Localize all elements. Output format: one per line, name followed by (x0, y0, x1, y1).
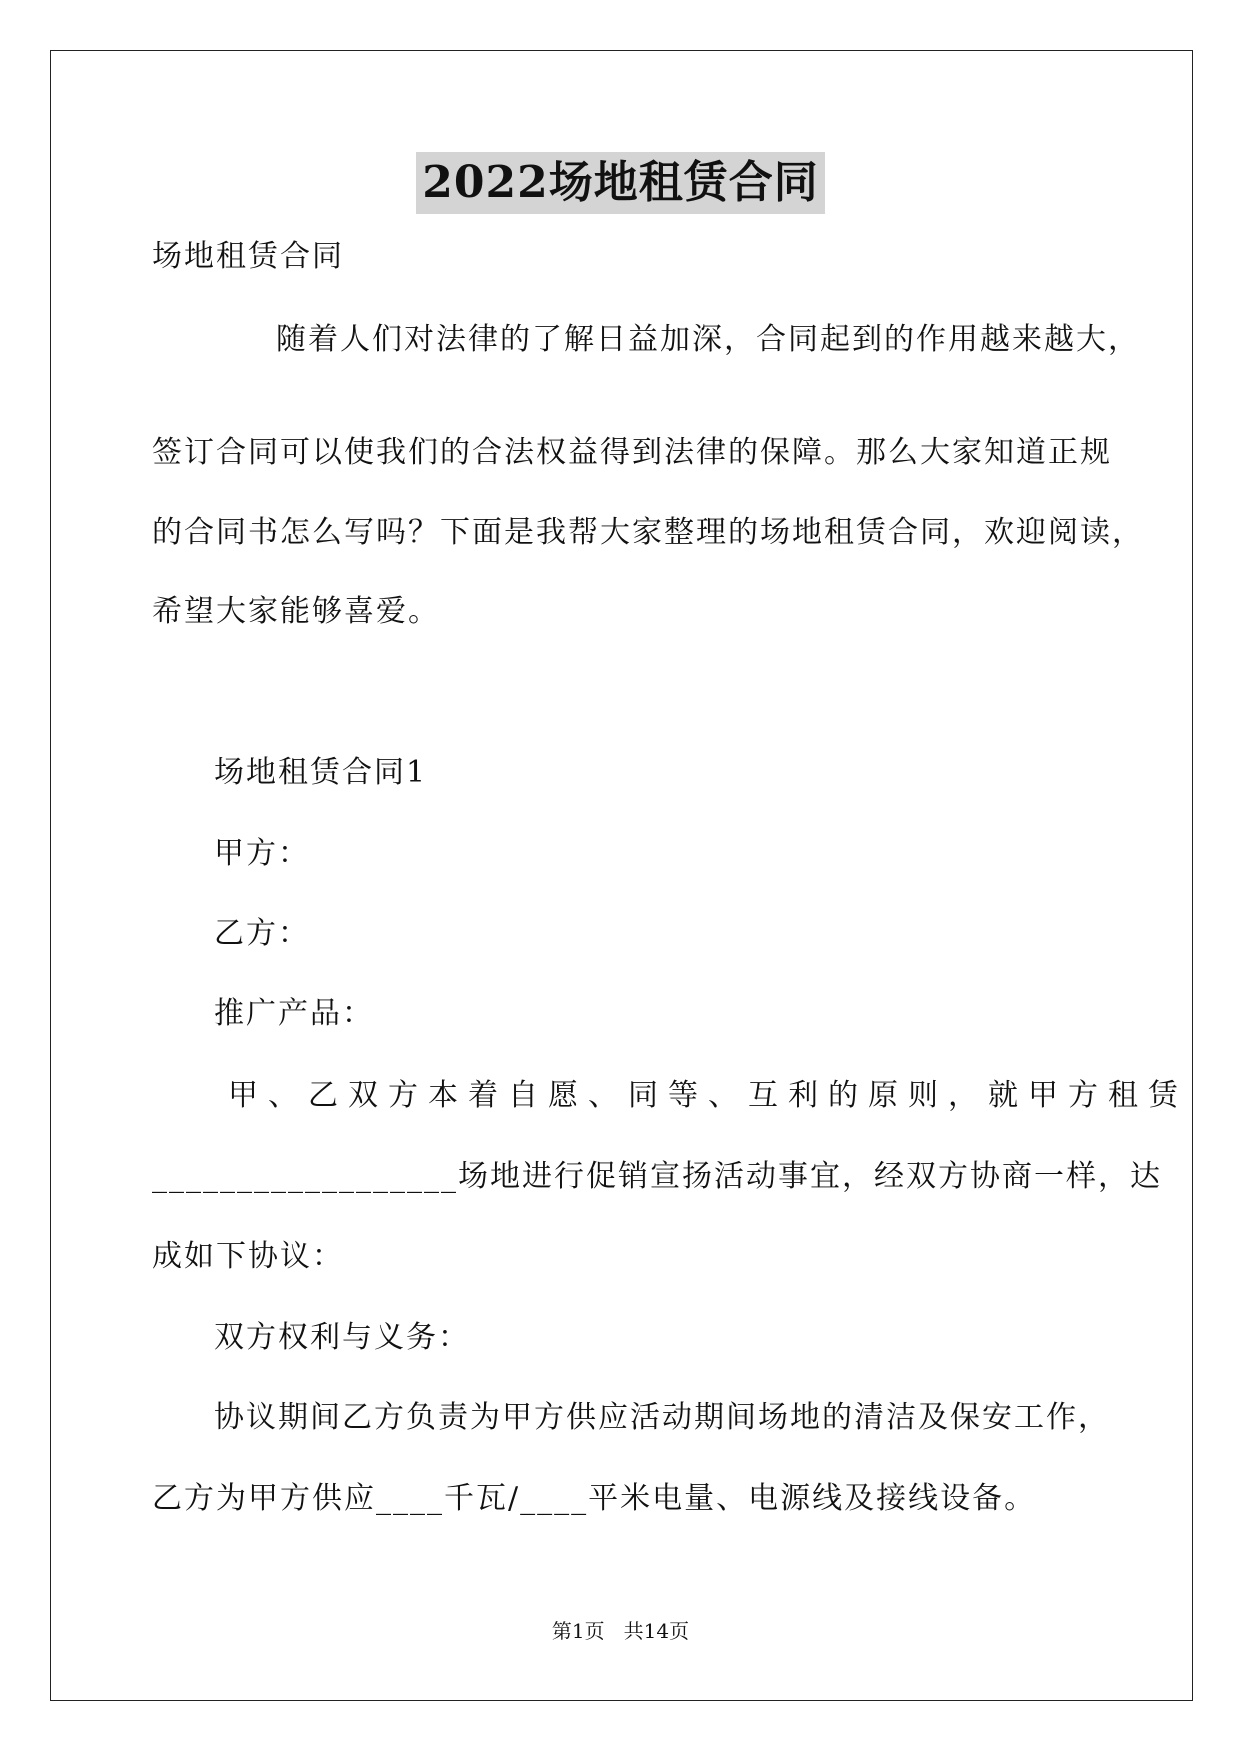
agreement-line-2: __________________场地进行促销宣扬活动事宜，经双方协商一样，达 (152, 1159, 1162, 1194)
duty-line-2: 乙方为甲方供应____千瓦/____平米电量、电源线及接线设备。 (152, 1481, 1037, 1516)
intro-line-2: 签订合同可以使我们的合法权益得到法律的保障。那么大家知道正规 (152, 435, 1112, 470)
rights-heading: 双方权利与义务： (214, 1320, 470, 1355)
intro-line-3: 的合同书怎么写吗？下面是我帮大家整理的场地租赁合同，欢迎阅读， (152, 515, 1144, 550)
page-border (50, 50, 1193, 1701)
duty-line-1: 协议期间乙方负责为甲方供应活动期间场地的清洁及保安工作， (214, 1400, 1110, 1435)
product-label: 推广产品： (214, 996, 374, 1031)
party-b-label: 乙方： (214, 916, 310, 951)
document-subtitle: 场地租赁合同 (152, 239, 344, 274)
title-container (0, 152, 1241, 214)
page-indicator: 第1页 共14页 (551, 1619, 690, 1643)
agreement-line-3: 成如下协议： (152, 1239, 344, 1274)
document-title: 2022场地租赁合同 (416, 152, 824, 214)
intro-line-4: 希望大家能够喜爱。 (152, 594, 440, 629)
section-title: 场地租赁合同1 (214, 755, 428, 790)
intro-line-1: 随着人们对法律的了解日益加深，合同起到的作用越来越大， (276, 322, 1140, 357)
agreement-line-1: 甲、乙双方本着自愿、同等、互利的原则，就甲方租赁 (228, 1078, 1188, 1113)
party-a-label: 甲方： (214, 836, 310, 871)
